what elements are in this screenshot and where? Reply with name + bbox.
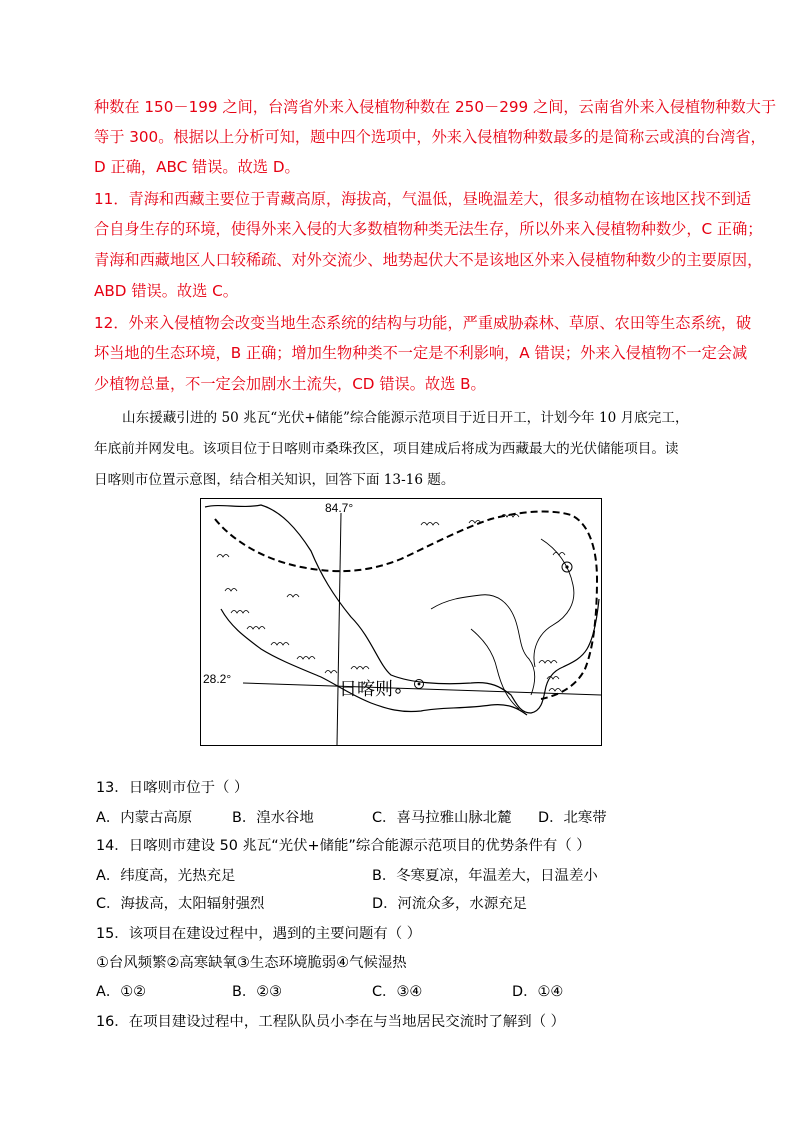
rikaze-point (396, 689, 400, 693)
question-15: 15．该项目在建设过程中，遇到的主要问题有（ ） (96, 926, 422, 942)
q13-option-d[interactable]: D．北寒带 (538, 810, 607, 826)
region-boundary (205, 505, 599, 713)
longitude-label: 84.7° (325, 501, 354, 515)
question-16: 16．在项目建设过程中，工程队队员小李在与当地居民交流时了解到（ ） (96, 1014, 565, 1030)
q14-option-b[interactable]: B．冬寒夏凉，年温差大，日温差小 (372, 868, 598, 884)
map-svg (201, 499, 601, 745)
answer-11-line: ABD 错误。故选 C。 (94, 282, 238, 300)
answer-12-line: 12．外来入侵植物会改变当地生态系统的结构与功能，严重威胁森林、草原、农田等生态系统，破 (94, 314, 752, 332)
question-14: 14．日喀则市建设 50 兆瓦“光伏+储能”综合能源示范项目的优势条件有（ ） (96, 838, 591, 854)
city-label: 日喀则 (339, 679, 393, 700)
q13-option-a[interactable]: A．内蒙古高原 (96, 810, 193, 826)
intro-line: 山东援藏引进的 50 兆瓦“光伏+储能”综合能源示范项目于近日开工，计划今年 10 月底完工， (122, 410, 689, 426)
answer-line: 等于 300。根据以上分析可知，题中四个选项中，外来入侵植物种数最多的是简称云或滇的台湾省， (94, 128, 766, 146)
q15-option-d[interactable]: D．①④ (512, 984, 564, 1000)
q15-option-c[interactable]: C．③④ (372, 984, 423, 1000)
answer-line: 种数在 150－199 之间，台湾省外来入侵植物种数在 250－299 之间，云南省外来入侵植物种数大于 (94, 98, 777, 116)
answer-11-line: 11．青海和西藏主要位于青藏高原，海拔高，气温低，昼晚温差大，很多动植物在该地区找不到适 (94, 190, 752, 208)
answer-11-line: 青海和西藏地区人口较稀疏、对外交流少、地势起伏大不是该地区外来入侵植物种数少的主要原因， (94, 251, 763, 269)
answer-12-line: 坏当地的生态环境，B 正确；增加生物种类不一定是不利影响，A 错误；外来入侵植物不一定会减 (94, 344, 748, 362)
q14-option-d[interactable]: D．河流众多，水源充足 (372, 896, 527, 912)
latitude-label: 28.2° (203, 672, 232, 686)
answer-11-line: 合自身生存的环境，使得外来入侵的大多数植物种类无法生存，所以外来入侵植物种数少，C 正确； (94, 220, 763, 238)
q13-option-c[interactable]: C．喜马拉雅山脉北麓 (372, 810, 512, 826)
latitude-line (243, 683, 601, 695)
q14-option-a[interactable]: A．纬度高，光热充足 (96, 868, 236, 884)
dashed-boundary (215, 512, 597, 699)
capital-symbol-dot (565, 565, 568, 568)
intro-line: 日喀则市位置示意图，结合相关知识，回答下面 13-16 题。 (94, 472, 455, 488)
answer-line: D 正确，ABC 错误。故选 D。 (94, 158, 300, 176)
internal-boundary (534, 539, 574, 667)
q15-option-a[interactable]: A．①② (96, 984, 147, 1000)
meridian-line (337, 513, 341, 745)
rikaze-location-map (200, 498, 602, 746)
q13-option-b[interactable]: B．湟水谷地 (232, 810, 314, 826)
q14-option-c[interactable]: C．海拔高，太阳辐射强烈 (96, 896, 265, 912)
internal-boundary (431, 595, 535, 695)
question-13: 13．日喀则市位于（ ） (96, 780, 249, 796)
intro-line: 年底前并网发电。该项目位于日喀则市桑珠孜区，项目建成后将成为西藏最大的光伏储能项目。读 (94, 441, 679, 457)
mountain-symbols (217, 515, 565, 692)
city-symbol-dot (418, 683, 421, 686)
answer-12-line: 少植物总量，不一定会加剧水土流失，CD 错误。故选 B。 (94, 375, 486, 393)
q15-items: ①台风频繁②高寒缺氧③生态环境脆弱④气候湿热 (96, 955, 407, 971)
q15-option-b[interactable]: B．②③ (232, 984, 283, 1000)
